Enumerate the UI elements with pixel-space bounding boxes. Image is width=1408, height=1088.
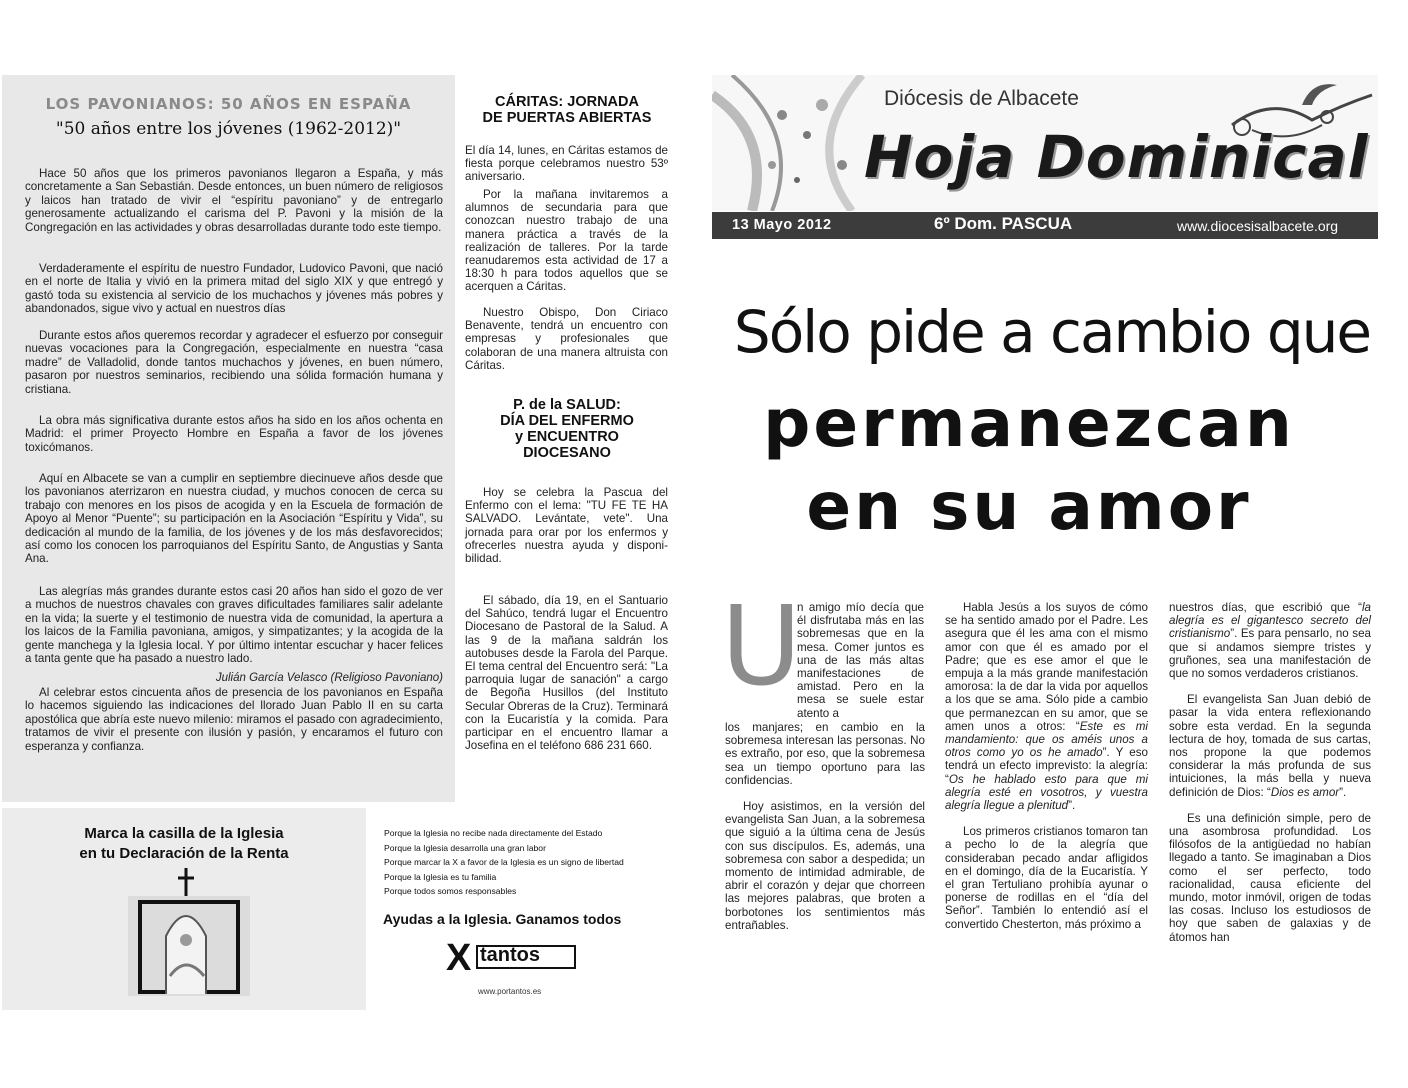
church-icon	[120, 866, 260, 1006]
ad-title-line: Marca la casilla de la Iglesia	[84, 825, 284, 842]
title-line: DE PUERTAS ABIERTAS	[482, 110, 652, 126]
text: ”.	[1068, 799, 1076, 813]
renta-ad	[2, 808, 366, 1010]
text: ”. Y eso tendrá un efecto imprevisto: la alegría: “	[945, 746, 1148, 786]
salud-title	[462, 397, 672, 461]
reason-item: Porque todos somos responsables	[384, 886, 517, 896]
issue-date: 13 Mayo 2012	[732, 217, 832, 233]
paragraph: Por la mañana invitaremos a alumnos de secundaria para que conozcan nuestro trabajo de una manera práctica a través de la realización de talleres. Por la tarde reanudaremos esta actividad de 17 a 18:30 h para todos aquellos que se acerquen a Cáritas.	[465, 188, 668, 294]
title-line: DIOCESANO	[523, 445, 611, 461]
paragraph: Las alegrías más grandes durante estos casi 20 años han sido el gozo de ver a muchos de nuestros chavales con graves dificultades familiares salir adelante en la vida; la suerte y el testimonio de nuestra vida de comunidad, la apertura a los laicos de la Familia pavoniana, amigos, y simpatizantes; y la acogida de la gente manchega y la Iglesia local. Y por último intentar escuchar y hacer felices a tanta gente que ha pasado a nuestro lado.	[25, 585, 443, 666]
reason-item: Porque marcar la X a favor de la Iglesia es un signo de libertad	[384, 857, 624, 867]
diocese-name: Diócesis de Albacete	[884, 87, 1079, 110]
paragraph: Hoy se celebra la Pascua del Enfermo con el lema: "TU FE TE HA SALVADO. Levántate, vete". Una jornada para orar por los enfermos y ofrecerles nuestra ayuda y disponi-bilidad.	[465, 486, 668, 566]
title-line: P. de la SALUD:	[513, 397, 621, 413]
paragraph: El día 14, lunes, en Cáritas estamos de fiesta porque celebramos nuestro 53º aniversario.	[465, 144, 668, 184]
ad-title	[2, 824, 366, 864]
paragraph: Verdaderamente el espíritu de nuestro Fundador, Ludovico Pavoni, que nació en el norte de Italia y vivió en la primera mitad del siglo XIX y que entregó y gastó toda su existencia al servicio de los muchachos y jóvenes más pobres y abandonados, sigue vivo y actual en nuestros días	[25, 262, 443, 316]
paragraph	[1169, 693, 1371, 799]
ad-url[interactable]: www.portantos.es	[478, 987, 542, 996]
text: nuestros días, que escribió que “	[1169, 601, 1362, 614]
paragraph: Hace 50 años que los primeros pavonianos llegaron a España, y más concretamente a San Sebastián. Desde entonces, un buen número de religiosos y laicos han tratado de vivir el “espíritu pavoniano” y de entregarlo generosamente actualizando el carisma del P. Pavoni y la misión de la Congregación en las actividades y obras desarrolladas durante todo este tiempo.	[25, 167, 443, 234]
logo-text: tantos	[480, 944, 540, 966]
reason-item: Porque la Iglesia es tu familia	[384, 871, 497, 882]
quote: Dios es amor	[1270, 785, 1340, 799]
text: ”.	[1339, 785, 1347, 799]
paragraph	[1169, 601, 1371, 680]
article-column-2	[945, 601, 1148, 931]
ad-title-line: en tu Declaración de la Renta	[79, 845, 289, 862]
liturgical-sunday: 6º Dom. PASCUA	[934, 214, 1073, 233]
tantos-logo	[446, 937, 581, 983]
drop-cap: U	[721, 582, 802, 710]
paragraph: Los primeros cristianos tomaron tan a pecho lo de la alegría que consideraban pecado andar afligidos en el domingo, día de la Eucaristía. Y el gran Tertuliano prohibía ayunar o ponerse de rodillas en el “día del Señor”. También lo entendió así el convertido Chesterton, más próximo a	[945, 825, 1148, 931]
ad-reasons	[384, 826, 664, 899]
article-column-1	[725, 721, 925, 932]
paragraph: Aquí en Albacete se van a cumplir en septiembre diecinueve años desde que los pavonianos aterrizaron en nuestra ciudad, y muchos conocen de cerca su trabajo con menores en los pisos de acogida y en la Escuela de formación de Apoyo al Menor “Puente”; su participación en la Asociación “Espíritu y Vida”, su dedicación al mundo de la familia, de los jóvenes y de los más desfavorecidos; así como los conocen los parroquianos del Espíritu Santo, de Angustias y Santa Ana.	[25, 472, 443, 566]
title-line: y ENCUENTRO	[515, 429, 619, 445]
paragraph: Durante estos años queremos recordar y agradecer el esfuerzo por conseguir nuevas vocaciones para la Congregación, especialmente en nuestra “casa madre” de Valladolid, donde tantos muchachos y jóvenes, en buen número, pasaron por nuestros seminarios, recibiendo una sólida formación humana y cristiana.	[25, 329, 443, 396]
headline-line1: Sólo pide a cambio que	[733, 298, 1371, 366]
paragraph: Es una definición simple, pero de una asombrosa profundidad. Los filósofos de la antigüedad no habían llegado a tanto. Se imaginaban a Dios como el ser perfecto, todo racionalidad, causa eficiente del mundo, motor inmóvil, origen de todas las cosas. Incluso los estudiosos de hoy que saben de galaxias y de átomos han	[1169, 811, 1371, 944]
paragraph: El sábado, día 19, en el Santuario del Sahúco, tendrá lugar el Encuentro Diocesano de Pastoral de la Salud. A las 9 de la mañana saldrán los autobuses desde la Farola del Parque. El tema central del Encuentro será: "La parroquia lugar de sanación" a cargo de Begoña Husillos (del Instituto Secular Obreras de la Cruz). Terminará con la Eucaristía y la comida. Para participar en el encuentro llamar a Josefina en el teléfono 686 231 660.	[465, 594, 668, 753]
paragraph: Hoy asistimos, en la versión del evangelista San Juan, a la sobremesa que siguió a la última cena de Jesús con sus discípulos. Es, además, una sobremesa con sabor a despedida; un momento de intimidad admirable, de abrir el corazón y dejar que chorreen las mejores palabras, que broten a borbotones los sentimientos más entrañables.	[725, 800, 925, 932]
caritas-title	[462, 94, 672, 126]
text: ”. Es para pensarlo, no sea que si andamos siempre tristes y gruñones, sea una manifestación de que no somos verdaderos cristianos.	[1169, 627, 1371, 681]
article-text: n amigo mío decía que él disfrutaba más en las sobremesas que en la mesa. Comer juntos es una de las más altas manifestaciones de amistad. Pero en la mesa se suele estar atento a	[797, 601, 924, 720]
quote: Os he hablado esto para que mi alegría esté en vosotros, y vuestra alegría llegue a plenitud	[945, 772, 1148, 813]
paragraph: los manjares; en cambio en la sobremesa interesan las personas. No es extraño, por eso, que la sobremesa sea un tiempo oportuno para las confidencias.	[725, 721, 925, 787]
title-line: DÍA DEL ENFERMO	[500, 413, 634, 429]
paragraph: Nuestro Obispo, Don Ciriaco Benavente, tendrá un encuentro con empresas y profesionales que colaboran de una manera altruista con Cáritas.	[465, 306, 668, 372]
headline-line3: en su amor	[806, 468, 1252, 545]
paragraph: La obra más significativa durante estos años ha sido en los años ochenta en Madrid: el primer Proyecto Hombre en España a favor de los jóvenes toxicómanos.	[25, 414, 443, 454]
paragraph: Al celebrar estos cincuenta años de presencia de los pavonianos en España lo hacemos siguiendo las indicaciones del llorado Juan Pablo II en su carta apostólica que abría este nuevo milenio: miramos el pasado con agradecimiento, tratamos de vivir el presente con ilusión y pasión, y encaramos el futuro con esperanza y confianza.	[25, 686, 443, 753]
article-subtitle: "50 años entre los jóvenes (1962-2012)"	[55, 119, 402, 139]
logo-x: X	[446, 937, 472, 979]
text: El evangelista San Juan debió de pasar la vida entera reflexionando sobre esta verdad. En la segunda lectura de hoy, tomada de sus cartas, nos propone la que podemos considerar la más profunda de sus intuiciones, la más bella y nueva definición de Dios: “	[1169, 693, 1371, 799]
title-line: CÁRITAS: JORNADA	[495, 94, 639, 110]
reason-item: Porque la Iglesia no recibe nada directamente del Estado	[384, 828, 603, 838]
text: Habla Jesús a los suyos de cómo se ha sentido amado por el Padre. Les asegura que él les ama con el mismo amor con que él es amado por el Padre; que es ese amor el que le empuja a la más grande manifestación amorosa: la de dar la vida por aquellos a los que se ama. Sólo pide a cambio que permanezcan en su amor, que se amen unos a otros: “	[945, 601, 1148, 733]
website-link[interactable]: www.diocesisalbacete.org	[1177, 218, 1339, 234]
ad-slogan: Ayudas a la Iglesia. Ganamos todos	[383, 911, 622, 927]
paragraph	[945, 601, 1148, 812]
publication-title: Hoja Dominical	[864, 123, 1369, 191]
reason-item: Porque la Iglesia desarrolla una gran labor	[384, 842, 546, 853]
article-title: LOS PAVONIANOS: 50 AÑOS EN ESPAÑA	[45, 95, 412, 113]
article-author: Julián García Velasco (Religioso Pavoniano)	[215, 672, 443, 684]
headline-line2: permanezcan	[763, 385, 1295, 462]
quote: la alegría es el gigantesco secreto del cristianismo	[1169, 601, 1371, 641]
article-column-3	[1169, 601, 1371, 944]
quote: Este es mi mandamiento: que os améis unos a otros como yo os he amado	[945, 719, 1148, 760]
